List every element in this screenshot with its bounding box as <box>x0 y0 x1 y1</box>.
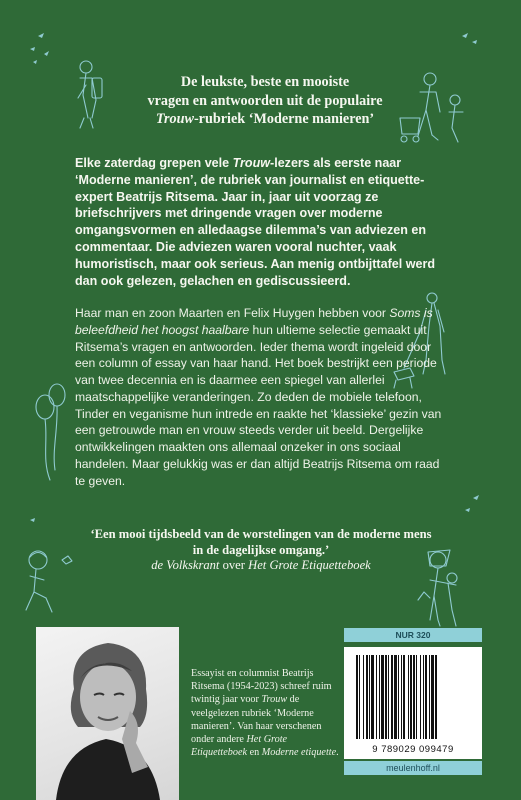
review-quote-source <box>86 557 436 573</box>
barcode-bar <box>379 655 380 739</box>
intro-line-3-rest: -rubriek ‘Moderne manieren’ <box>193 111 375 127</box>
barcode-bar <box>401 655 402 739</box>
barcode-bar <box>388 655 389 739</box>
intro-line-3-italic: Trouw <box>155 111 194 127</box>
intro-tagline <box>120 73 410 129</box>
bio-text-c: en <box>247 747 262 759</box>
barcode-bar <box>398 655 399 739</box>
publisher-url: meulenhoff.nl <box>344 761 482 775</box>
nur-code-label: NUR 320 <box>344 628 482 642</box>
blurb-2-text-a: Haar man en zoon Maarten en Felix Huygen hebben voor <box>75 306 390 320</box>
blurb-1-italic: Trouw <box>232 156 271 170</box>
balloons-illustration <box>36 384 65 480</box>
barcode-bar <box>425 655 427 739</box>
author-portrait-icon <box>36 627 179 800</box>
blurb-1-text-a: Elke zaterdag grepen vele <box>75 156 233 170</box>
blurb-2-text-b: hun ultieme selectie gemaakt uit Ritsema’s vragen en antwoorden. Ieder thema wordt ingeleid door een column of essay van haar hand. Het boek bestrijkt een periode van twee decennia en is daarmee een spiegel van allerlei maatschappelijke veranderingen. Zo deden de mobiele telefoon, Tinder en veganisme hun intrede en raakte het ‘klassieke’ gezin van een getrouwde man en vrouw steeds verder uit beeld. Dergelijke ontwikkelingen maakten ons allemaal onzeker in ons sociaal handelen. Maar gelukkig was er dan altijd Beatrijs Ritsema om raad te geven. <box>75 322 442 488</box>
barcode-bar <box>356 655 358 739</box>
barcode-bar <box>423 655 424 739</box>
barcode-bar <box>381 655 384 739</box>
bio-text-b: de veelgelezen rubriek ‘Moderne manieren’. Van haar verschenen onder andere <box>191 694 322 746</box>
bio-book-1: Het Grote Etiquetteboek <box>191 734 288 759</box>
barcode-bar <box>408 655 409 739</box>
blurb-paragraph-2 <box>75 305 447 489</box>
blurb-1-text-b: -lezers als eerste naar ‘Moderne manieren’, de rubriek van journalist en etiquette-expert Beatrijs Ritsema. Jaar in, jaar uit voorzag ze briefschrijvers met dringende vragen over moderne omgangsvormen en alledaagse dilemma’s van adviezen en commentaar. Die adviezen waren vooral nuchter, vaak humoristisch, maar ook serieus. Aan menig ontbijttafel werd dan ook gelezen, gelachen en gediscussieerd. <box>75 156 435 288</box>
quote-source-newspaper: de Volkskrant <box>151 558 220 572</box>
barcode-bar <box>369 655 370 739</box>
barcode-bars-icon <box>354 653 472 741</box>
barcode-bar <box>429 655 430 739</box>
barcode-bar <box>391 655 393 739</box>
barcode-bar <box>359 655 360 739</box>
barcode-bar <box>363 655 364 739</box>
barcode-bar <box>410 655 412 739</box>
barcode-bar <box>413 655 415 739</box>
blurb-paragraph-1 <box>75 155 447 289</box>
bio-newspaper: Trouw <box>261 694 288 706</box>
isbn-number: 9 789029 099479 <box>372 744 454 755</box>
barcode-bar <box>416 655 417 739</box>
barcode-bar <box>431 655 434 739</box>
intro-line-2: vragen en antwoorden uit de populaire <box>147 92 383 109</box>
bio-book-2: Moderne etiquette <box>261 747 337 759</box>
barcode-bar <box>403 655 405 739</box>
person-with-bird-illustration <box>26 551 72 612</box>
author-photo <box>36 627 179 800</box>
barcode-bar <box>420 655 421 739</box>
barcode <box>344 647 482 759</box>
birds-lower-icon <box>30 495 479 522</box>
man-with-backpack-illustration <box>78 61 102 128</box>
barcode-bar <box>366 655 368 739</box>
birds-top-right-icon <box>462 33 477 44</box>
quote-source-mid: over <box>219 558 249 572</box>
barcode-bar <box>376 655 377 739</box>
bio-text-a: Essayist en columnist Beatrijs Ritsema (1954-2023) schreef ruim twintig jaar voor <box>191 668 332 706</box>
quote-source-book: Het Grote Etiquetteboek <box>248 558 371 572</box>
birds-top-left-icon <box>30 33 49 64</box>
barcode-bar <box>394 655 397 739</box>
review-quote: ‘Een mooi tijdsbeeld van de worstelingen van de moderne mens in de dagelijkse omgang.’ <box>90 527 432 557</box>
barcode-bar <box>435 655 437 739</box>
author-bio <box>191 667 339 759</box>
blurb-2-book-title: Soms is beleefdheid het hoogst haalbare <box>75 306 433 337</box>
intro-line-1: De leukste, beste en mooiste <box>180 74 350 90</box>
barcode-bar <box>385 655 387 739</box>
barcode-bar <box>371 655 374 739</box>
bio-text-d: . <box>336 747 339 759</box>
